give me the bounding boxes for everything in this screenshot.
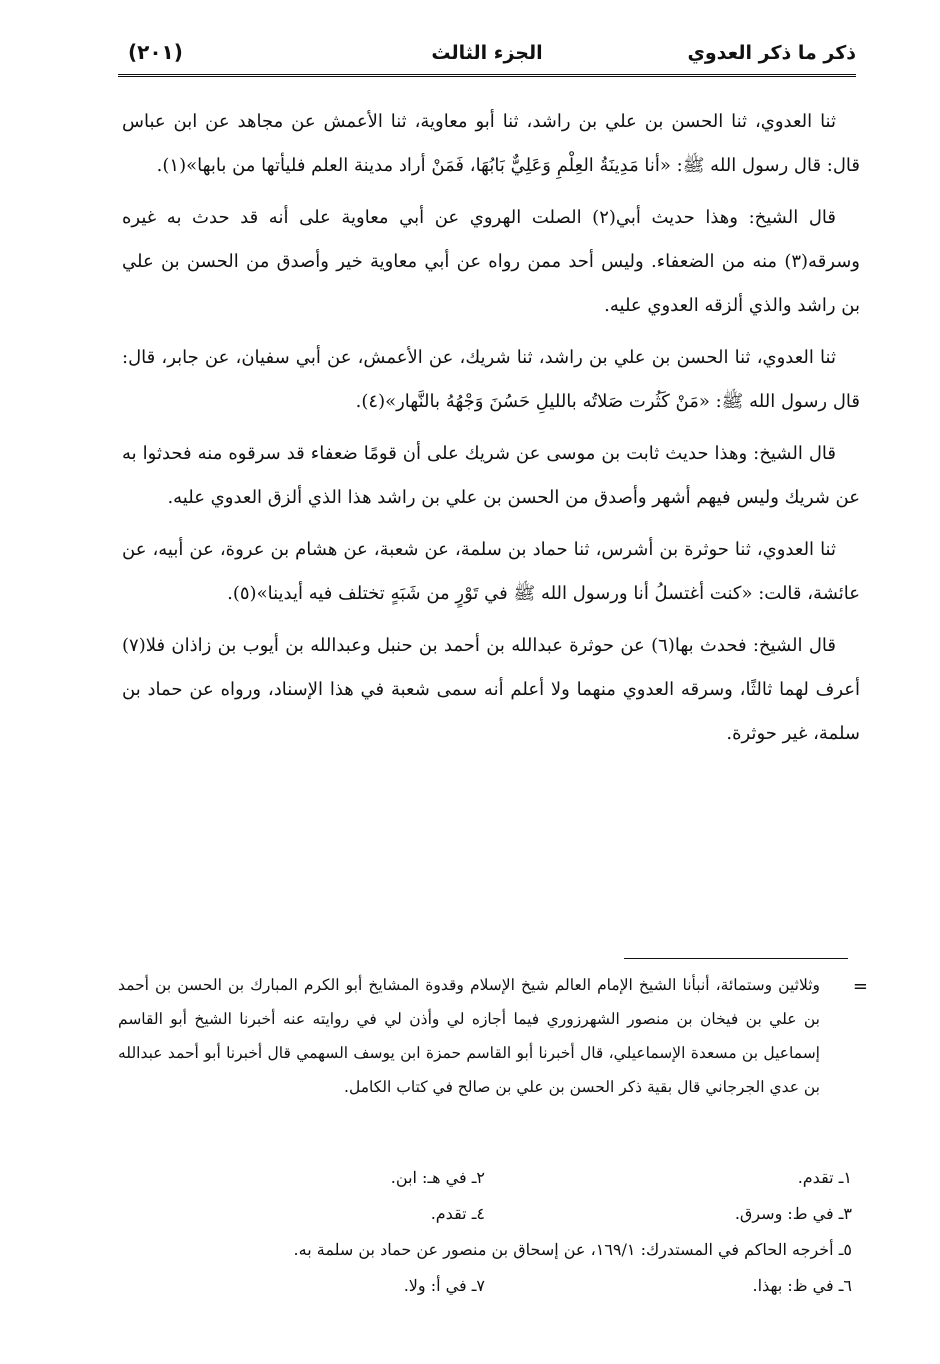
volume-label: الجزء الثالث <box>431 42 543 64</box>
footnote-row <box>118 1160 852 1196</box>
running-title: ذكر ما ذكر العدوي <box>687 42 856 64</box>
footnote: ٤ـ تقدم. <box>430 1204 485 1223</box>
footnote-row <box>118 1196 852 1232</box>
footnote-continuation: وثلاثين وستمائة، أنبأنا الشيخ الإمام العالم شيخ الإسلام وقدوة المشايخ أبو الكرم المبارك بن الحسن بن أحمد بن علي بن فيخان بن منصور الشهرزوري فيما أجازه لي وأذن لي في روايته عنه أخبرنا الشيخ أبو القاسم إسماعيل بن مسعدة الإسماعيلي، قال أخبرنا أبو القاسم حمزة ابن يوسف السهمي قال أخبرنا أبو أحمد عبدالله بن عدي الجرجاني قال بقية ذكر الحسن بن علي بن صالح في كتاب الكامل. <box>118 976 820 1096</box>
main-text <box>122 100 860 764</box>
footnote: ٧ـ في أ: ولا. <box>403 1276 485 1295</box>
page-header <box>118 34 856 74</box>
footnote: ٢ـ في هـ: ابن. <box>390 1168 485 1187</box>
footnote-row <box>118 1232 852 1268</box>
footnotes <box>118 1160 852 1304</box>
footnote-row <box>118 1268 852 1304</box>
footnote-separator <box>624 958 848 959</box>
page-number: (٢٠١) <box>128 40 183 64</box>
paragraph: ثنا العدوي، ثنا الحسن بن علي بن راشد، ثنا شريك، عن الأعمش، عن أبي سفيان، عن جابر، قال: قال رسول الله ﷺ: «مَنْ كَثُرت صَلاتُه بالليلِ حَسُنَ وَجْهُهُ بالنَّهار»(٤). <box>122 347 860 412</box>
paragraph: ثنا العدوي، ثنا حوثرة بن أشرس، ثنا حماد بن سلمة، عن شعبة، عن هشام بن عروة، عن أبيه، عن عائشة، قالت: «كنت أغتسلُ أنا ورسول الله ﷺ في تَوْرٍ من شَبَهٍ تختلف فيه أيدينا»(٥). <box>122 539 860 604</box>
footnote: ٦ـ في ظ: بهذا. <box>752 1276 852 1295</box>
footnote: ٥ـ أخرجه الحاكم في المستدرك: ١٦٩/١، عن إسحاق بن منصور عن حماد بن سلمة به. <box>293 1240 852 1259</box>
paragraph: قال الشيخ: وهذا حديث أبي(٢) الصلت الهروي عن أبي معاوية على أنه قد حدث به غيره وسرقه(٣) منه من الضعفاء. وليس أحد ممن رواه عن أبي معاوية خير وأصدق من الحسن بن علي بن راشد والذي ألزقه العدوي عليه. <box>122 207 860 316</box>
footnote: ٣ـ في ط: وسرق. <box>734 1204 852 1223</box>
header-rule <box>118 74 856 77</box>
paragraph: قال الشيخ: وهذا حديث ثابت بن موسى عن شريك على أن قومًا ضعفاء قد سرقوه منه فحدثوا به عن شريك وليس فيهم أشهر وأصدق من الحسن بن علي بن راشد هذا الذي ألزق العدوي عليه. <box>122 443 860 508</box>
footnote: ١ـ تقدم. <box>797 1168 852 1187</box>
paragraph: ثنا العدوي، ثنا الحسن بن علي بن راشد، ثنا أبو معاوية، ثنا الأعمش عن مجاهد عن ابن عباس قال: قال رسول الله ﷺ: «أنا مَدِينَةُ العِلْمِ وَعَلِيٌّ بَابُهَا، فَمَنْ أراد مدينة العلم فليأتها من بابها»(١). <box>122 111 860 176</box>
paragraph: قال الشيخ: فحدث بها(٦) عن حوثرة عبدالله بن أحمد بن حنبل وعبدالله بن أيوب بن زاذان فلا(٧) أعرف لهما ثالثًا، وسرقه العدوي منهما ولا أعلم أنه سمى شعبة في هذا الإسناد، ورواه عن حماد بن سلمة، غير حوثرة. <box>122 635 860 744</box>
continuation-mark: = <box>852 976 868 997</box>
